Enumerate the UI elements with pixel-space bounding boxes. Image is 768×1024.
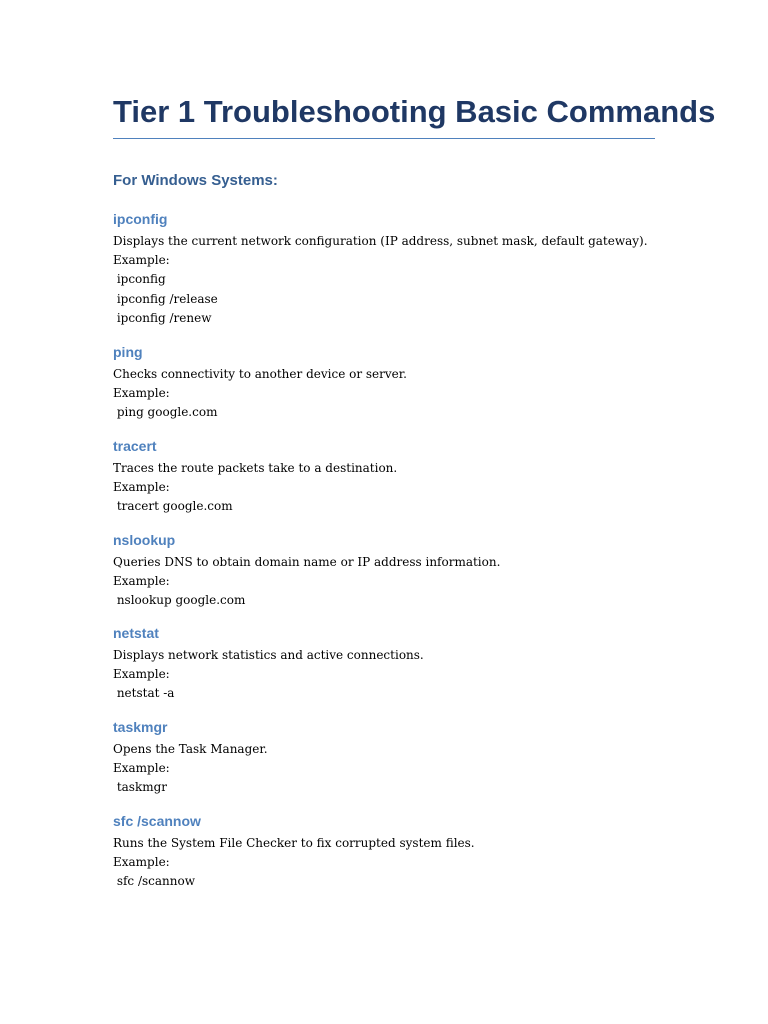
command-description: Traces the route packets take to a destination. — [113, 461, 398, 475]
example-command: sfc /scannow — [113, 874, 195, 889]
example-command: ping google.com — [113, 405, 218, 420]
command-name: netstat — [113, 625, 159, 641]
example-label: Example: — [113, 761, 170, 776]
command-name: ping — [113, 344, 143, 360]
example-label: Example: — [113, 574, 170, 589]
command-description: Checks connectivity to another device or server. — [113, 367, 407, 381]
example-label: Example: — [113, 253, 170, 268]
command-block-ping — [113, 343, 407, 423]
example-command: taskmgr — [113, 780, 168, 795]
example-command: ipconfig /renew — [113, 310, 212, 325]
document-title: Tier 1 Troubleshooting Basic Commands — [113, 92, 655, 139]
example-label: Example: — [113, 855, 170, 870]
command-description: Opens the Task Manager. — [113, 742, 268, 756]
example-command: ipconfig — [113, 272, 166, 287]
command-block-nslookup — [113, 531, 500, 611]
command-block-tracert — [113, 437, 397, 517]
example-label: Example: — [113, 667, 170, 682]
command-block-ipconfig — [113, 210, 648, 328]
command-name: tracert — [113, 438, 157, 454]
command-name: taskmgr — [113, 719, 168, 735]
command-block-netstat — [113, 624, 424, 704]
command-description: Queries DNS to obtain domain name or IP address information. — [113, 555, 501, 569]
command-description: Displays network statistics and active connections. — [113, 648, 424, 662]
command-name: sfc /scannow — [113, 813, 201, 829]
command-name: ipconfig — [113, 211, 168, 227]
command-name: nslookup — [113, 532, 176, 548]
command-block-sfc-scannow — [113, 812, 475, 892]
example-command: ipconfig /release — [113, 291, 218, 306]
example-command: nslookup google.com — [113, 593, 246, 608]
section-heading: For Windows Systems: — [113, 172, 278, 189]
example-command: tracert google.com — [113, 499, 233, 514]
example-label: Example: — [113, 386, 170, 401]
document-page — [113, 92, 716, 889]
command-description: Displays the current network configuration (IP address, subnet mask, default gateway). — [113, 234, 648, 248]
example-command: netstat -a — [113, 686, 175, 701]
command-block-taskmgr — [113, 718, 268, 798]
example-label: Example: — [113, 480, 170, 495]
command-description: Runs the System File Checker to fix corrupted system files. — [113, 836, 475, 850]
